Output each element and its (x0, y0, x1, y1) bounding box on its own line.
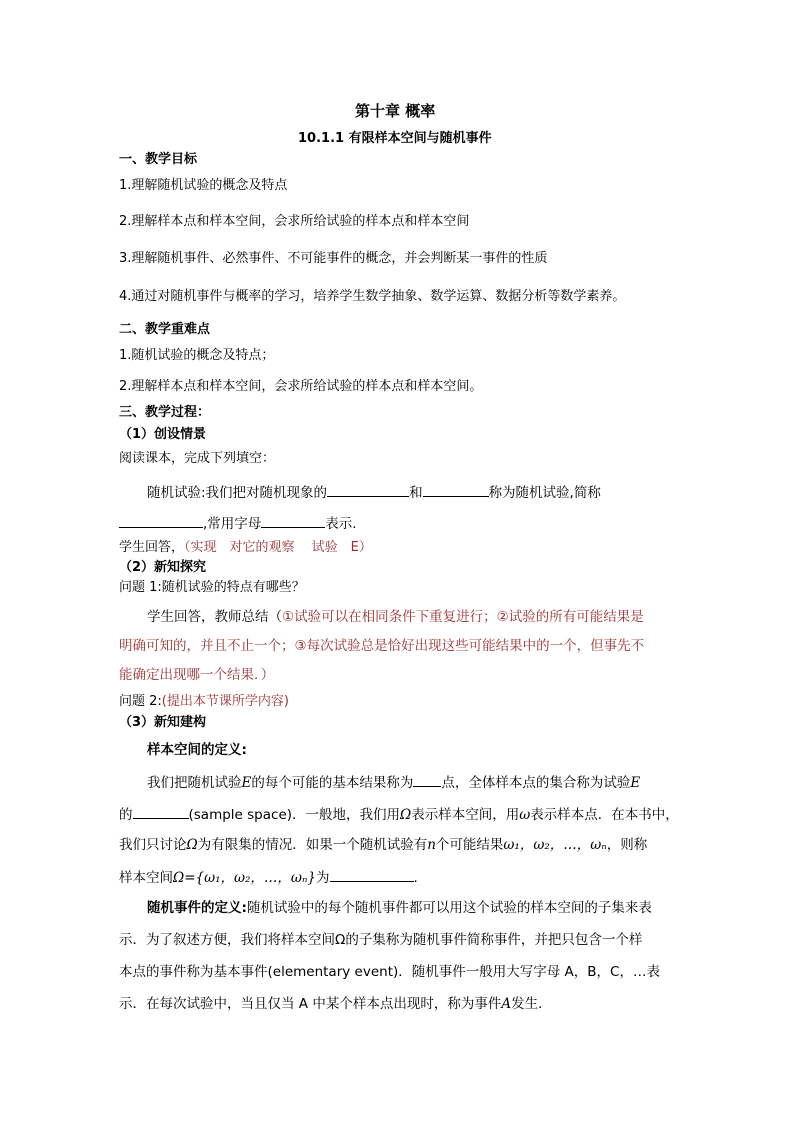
reading-instruction: 阅读课本，完成下列填空： (119, 451, 276, 466)
fill-text-c: 称为随机试验,简称 (488, 485, 601, 501)
heading-new-knowledge: （2）新知探究 (119, 560, 207, 575)
def-symbol: n (427, 837, 436, 853)
blank-3 (119, 513, 203, 528)
def-text: 表示样本空间，用 (411, 807, 520, 823)
def-set: Ω={ω₁，ω₂，…，ωₙ} (173, 870, 317, 886)
answer-1-red-1: ①试验可以在相同条件下重复进行；②试验的所有可能结果是 (282, 609, 644, 625)
sample-space-definition-heading: 样本空间的定义: (147, 742, 247, 758)
goal-item-4: 4.通过对随机事件与概率的学习，培养学生数学抽象、数学运算、数据分析等数学素养。 (119, 289, 626, 304)
heading-teaching-process: 三、教学过程： (119, 405, 211, 420)
heading-key-points: 二、教学重难点 (119, 322, 211, 337)
def-symbol: ω (519, 807, 531, 823)
goal-item-2: 2.理解样本点和样本空间，会求所给试验的样本点和样本空间 (119, 214, 470, 229)
event-definition-line-4 (119, 995, 552, 1013)
blank-5 (413, 772, 441, 787)
def-text: 为有限集的情况．如果一个随机试验有 (197, 837, 428, 853)
blank-4 (261, 513, 325, 528)
def-text: 随机试验中的每个随机事件都可以用这个试验的样本空间的子集来表 (246, 900, 652, 916)
def-symbol: Ω (186, 837, 198, 853)
answer-1-line-3: 能确定出现哪一个结果．） (119, 667, 275, 683)
event-definition-line-1 (147, 899, 652, 917)
student-answer-1 (119, 539, 372, 557)
def-sequence: ω₁，ω₂，…，ωₙ (503, 837, 607, 853)
def-symbol: Ω (400, 807, 412, 823)
def-text: 我们把随机试验 (147, 775, 242, 791)
event-definition-line-3: 本点的事件称为基本事件(elementary event)．随机事件一般用大写字母 A，B，C，…表 (119, 964, 660, 980)
fill-text-e: 表示. (325, 516, 357, 532)
blank-1 (327, 482, 409, 497)
def-text: 示．在每次试验中，当且仅当 A 中某个样本点出现时，称为事件 (119, 996, 502, 1012)
heading-create-scenario: （1）创设情景 (119, 427, 207, 442)
question-2-red: (提出本节课所学内容) (161, 694, 289, 709)
answer-1-line-2: 明确可知的，并且不止一个；③每次试验总是恰好出现这些可能结果中的一个，但事先不 (119, 638, 645, 654)
blank-6 (133, 804, 189, 819)
blank-2 (423, 482, 489, 497)
definition-line-3 (119, 836, 647, 854)
key-point-2: 2.理解样本点和样本空间，会求所给试验的样本点和样本空间。 (119, 379, 483, 394)
blank-7 (330, 867, 414, 882)
def-text: 为 (316, 870, 330, 886)
def-text: (sample space)．一般地，我们用 (188, 807, 401, 823)
answer-1-prefix: 学生回答，教师总结（ (147, 609, 282, 625)
answer-1-line-1 (147, 608, 644, 626)
def-text: 表示样本点．在本书中， (530, 807, 679, 823)
def-text: 个可能结果 (435, 837, 504, 853)
question-1: 问题 1:随机试验的特点有哪些？ (119, 580, 305, 595)
definition-line-2 (119, 804, 679, 824)
def-text: 发生． (511, 996, 552, 1012)
event-definition-heading: 随机事件的定义: (147, 900, 247, 916)
section-title: 10.1.1 有限样本空间与随机事件 (298, 131, 492, 146)
def-symbol: A (501, 996, 512, 1012)
def-text: . (413, 870, 418, 886)
key-point-1: 1.随机试验的概念及特点； (119, 348, 275, 363)
heading-construction: （3）新知建构 (119, 715, 207, 730)
fill-text-a: 随机试验:我们把对随机现象的 (147, 485, 328, 501)
fill-blank-line-2 (119, 513, 357, 533)
goal-item-1: 1.理解随机试验的概念及特点 (119, 178, 288, 193)
def-symbol: E (630, 775, 641, 791)
def-text: ，则称 (606, 837, 648, 853)
def-text: 样本空间 (119, 870, 173, 886)
answer-red: （实现 对它的观察 试验 E） (184, 540, 372, 555)
definition-line-1 (147, 772, 640, 792)
question-2-prefix: 问题 2: (119, 694, 162, 709)
answer-prefix: 学生回答， (119, 540, 185, 555)
def-symbol: E (241, 775, 252, 791)
def-text: 的每个可能的基本结果称为 (251, 775, 414, 791)
def-text: 我们只讨论 (119, 837, 187, 853)
goal-item-3: 3.理解随机事件、必然事件、不可能事件的概念，并会判断某一事件的性质 (119, 251, 548, 266)
event-definition-line-2: 示．为了叙述方便，我们将样本空间Ω的子集称为随机事件简称事件，并把只包含一个样 (119, 932, 643, 948)
chapter-title: 第十章 概率 (355, 102, 436, 120)
fill-blank-line-1 (147, 482, 601, 502)
def-text: 的 (119, 807, 133, 823)
definition-line-4 (119, 867, 418, 887)
def-text: 点，全体样本点的集合称为试验 (441, 775, 631, 791)
heading-teaching-goals: 一、教学目标 (119, 152, 198, 167)
fill-text-b: 和 (409, 485, 423, 501)
fill-text-d: ,常用字母 (203, 516, 262, 532)
question-2 (119, 693, 289, 711)
